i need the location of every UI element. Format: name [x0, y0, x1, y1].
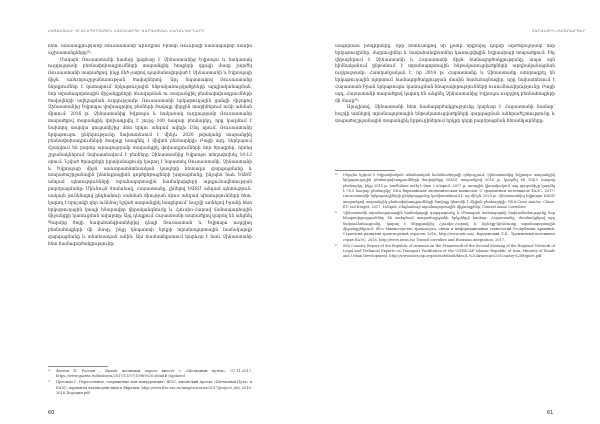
page-number: 60 [48, 410, 55, 416]
footnote-number: ³¹ [335, 211, 338, 215]
footnote [48, 369, 252, 380]
footnote-number: ³⁰ [335, 173, 338, 177]
paragraph: Այսպիսով, Չինաստանի հետ համագործակցությունը կարևոր է Հայաստանի համար՝ հաշվի առնելով տրանսպորտային ենթակառուցվածքների զարգացման անհրաժեշտությունը և տարածաշրջանային տարանցիկ երթուղիներում երկրի դերի բարձրացման հեռանկարները։ [335, 105, 555, 124]
running-head: ՏԱՐԱՆՑԻԿ ՀԱՄԱԿԱՐԳԵՐ [532, 29, 586, 33]
footnote-text: SSS Country Report of the Republic of Armenia on the Framework of the Second Meeting of the Regional Network of Legal and Technical Experts on Transport Facilitation of the UNESCAP, Islamic Republic of Iran, Ministry of Roads and Urban Development, http://www.unescap.org/sites/default/files/4.%20Armenia%20Country%20Report.pdf [343, 243, 555, 259]
paragraph: սավորման խնդիրները, որի հետևանքով մի քանի միլիարդ դոլար արժողությամբ նոր երկաթուղիներ, մայրուղիներ և նավահանգիստներ կառուցվեցին Եվրասիայի տարածքում։ Ինչ վերաբերում է Չինաստանի և Հայաստանի միջև համագործակցությանը, ապա այն հիմնականում ընթանում է տրանսպորտային ենթակառուցվածքների արդիականացման ուղղությամբ։ Հատկանշական է, որ 2014 թ. Հայաստանը և Չինաստանը ստորագրել են երկաթուղային ոլորտում համագործակցության մասին համաձայնագիր, որը նախատեսում է Հայաստան-Իրան երկաթուղու կառուցման հնարավորությունների ուսումնասիրությունը։ Բացի այդ, Հայաստանի տարածքով կարող են անցնել Չինաստանից Եվրոպա ուղղվող բեռնահոսքերի մի մասը³⁰։ [335, 44, 555, 104]
paragraph: Սակայն Ռուսաստանի համար կարևոր է Չինաստանից Եվրոպա և հակառակ ուղղությամբ բեռնափոխադրումների տարանցիկ հոսքերի զգալի մասը շարժել Ռուսաստանի տարածքով, ինչը մեծ չափով պայմանավորված է Չինաստանի և Եվրոպայի միջև առևտրաշրջանառության ծավալներով։ Այդ նպատակով Ռուսաստանը ներդրումներ է կատարում երկաթուղային ենթակառուցվածքների արդիականացման, նոր տրանսպորտային միջանցքների ձևավորման ու տարանցիկ բեռնափոխադրումների ծավալների ավելացման ուղղությամբ։ Ռուսաստանի երկաթուղային ցանցի միջոցով Չինաստանից Եվրոպա փոխադրվող բեռների ծավալը վերջին տարիներում ունի աճման միտում։ 2016 թ. Չինաստանից Եվրոպա և հակառակ ուղղությամբ Ռուսաստանի տարածքով տարանցիկ փոխադրվել է շուրջ 100 հազար բեռնարկղ, որը կազմում է նախորդ տարվա ցուցանիշից մոտ երկու անգամ ավելի։ Ընդ որում, Ռուսաստանի երկաթուղու ընկերությունը նախատեսում է մինչև 2020 թվականը տարանցիկ բեռնափոխադրումների ծավալը հասցնել 1 միլիոն բեռնարկղի։ Բացի այդ, ներկայում մշակվում են բարձր արագությամբ տարանցիկ փոխադրումների նոր ծրագրեր, որոնց շրջանակներում նախատեսվում է բեռները Չինաստանից Եվրոպա տեղափոխել 10-12 օրում։ Նշված ծրագրերի իրականացումը կարող է նպաստել Ռուսաստանի, Չինաստանի և Եվրոպայի միջև առևտրատնտեսական կապերի հետագա զարգացմանը և տարածաշրջանային ինտեգրացիոն գործընթացների խորացմանը, ինչպես նաև ԵԱՏՄ անդամ պետությունների տրանսպորտային համակարգերի արդյունավետության բարձրացմանը։ Միևնույն ժամանակ, Հայաստանը, լինելով ԵԱՏՄ անդամ պետություն, սակայն չունենալով ընդհանուր սահման միության մյուս անդամ պետությունների հետ, կարող է որոշակի դեր ունենալ նշված տարանցիկ հոսքերում՝ հաշվի առնելով Իրանի հետ երկաթուղային կապի հնարավոր վերականգնումը և Հյուսիս-Հարավ ճանապարհային միջանցքի կառուցման ավարտը։ Այդ դեպքում Հայաստանի տարածքով կարող են անցնել Պարսից ծոցի նավահանգիստներից դեպի Ռուսաստան և Եվրոպա ուղղվող բեռնահոսքերի մի մասը, ինչը կնպաստի երկրի տրանսպորտային համակարգի զարգացմանը և տնտեսական աճին։ Այս համատեքստում կարևոր է նաև Չինաստանի հետ համագործակցությունը։ [48, 57, 252, 247]
footnote [335, 211, 555, 243]
footnote-text: Пресман С. Пересечение, сопряжение или конкуренция? ШОС, китайский проект «Шелковый Путь» и ЕАЭС: варианты взаимодействия в Евразии, http://www.ifes-ras.ru/images/stories/2017/project_rfo/_2016-2018_Бородин.pdf [56, 380, 252, 395]
footnote [335, 173, 555, 210]
right-page [300, 0, 600, 424]
footnotes [48, 369, 252, 406]
main-text [335, 44, 555, 167]
footnote-divider [335, 170, 395, 171]
footnote-number: ²⁸ [48, 369, 51, 373]
footnote-text: Ինչպես նշվում է Եվրասիական տնտեսական հանձնաժողովի զեկույցում, Չինաստանից Եվրոպա տարանցիկ երկաթուղային բեռնափոխադրումների ծավալները ԵԱՏՄ տարածքով 2016 թ. կազմել են 104.5 հազար բեռնարկղ, ինչը 2015 թ. համեմատ աճել է մոտ 2 անգամ։ 2017 թ. առաջին կիսամյակում այդ ցուցանիշը կազմել է 76.5 հազար բեռնարկղ։ Տե՛ս Евразийская экономическая комиссия. О транзитном потенциале ЕАЭС, 2017։ Ռուսաստանի երկաթուղիների ընկերությունը կանխատեսում է, որ մինչև 2020 թ. Չինաստանից Եվրոպա ԵԱՏՄ տարածքով տարանցիկ բեռնափոխադրումների ծավալը կհասնի 1 միլիոն բեռնարկղի։ Տե՛ս Cisse Aniche, China-EU rail freight, 2017, Լոնդոն, Ընդհանուր տրանսպորտային միջանցքներ, Central Asian Corridors։ [343, 173, 555, 210]
main-text [48, 44, 252, 364]
page-number: 61 [547, 410, 554, 416]
paragraph: հետ, մասնակցությամբ Ռուսաստանի Արևելյան Իրանի Ռուսիայի ճանապարհի մասին աշխատանքները²⁸։ [48, 44, 252, 56]
running-head: ՀԱՅԱՍՏԱՆԻ ՏՐԱՆՍՊՈՐՏԱՅԻՆ ՀԱՄԱԿԱՐԳԻ ԶԱՐԳԱՑՄԱՆ ՀԵՌԱՆԿԱՐՆԵՐԸ [48, 29, 205, 33]
footnote [335, 244, 555, 260]
footnote-divider [48, 366, 108, 367]
footnote-text: Фатеев П. Россия – Китай: шелковая дорога вместе с «Шелковым путем», 07.11.2017, https://www.gazeta.ru/business/2017/11/07/10969520.shtml#!/updated [56, 369, 252, 379]
footnote-text: Չինաստանի տրանսպորտային համակարգի զարգացումը և Մետաքսե ճանապարհի նախաձեռնությունը նոր հնարավորություններ են ստեղծում տարածաշրջանի երկրների համար։ Հայաստանը, մասնակցելով այդ նախաձեռնությանը, կարող է ներգրավվել Հյուսիս-Հարավ և Արևելք-Արևմուտք տրանսպորտային միջանցքներում։ Տե՛ս Министерство транспорта, связи и информационных технологий Республики Армения. Стратегия развития транспортной отрасли, 2016, http://www.mtc.am/; Вардомский Л.Б., Транзитный потенциал стран ЕАЭС, 2016, http://www.ieras.ru/ Transit corridors and Eurasian integration, 2017. [343, 211, 555, 242]
footnote [48, 380, 252, 396]
footnote-number: ²⁹ [48, 380, 51, 385]
footnotes [335, 173, 555, 341]
footnote-number: ³² [335, 243, 338, 248]
